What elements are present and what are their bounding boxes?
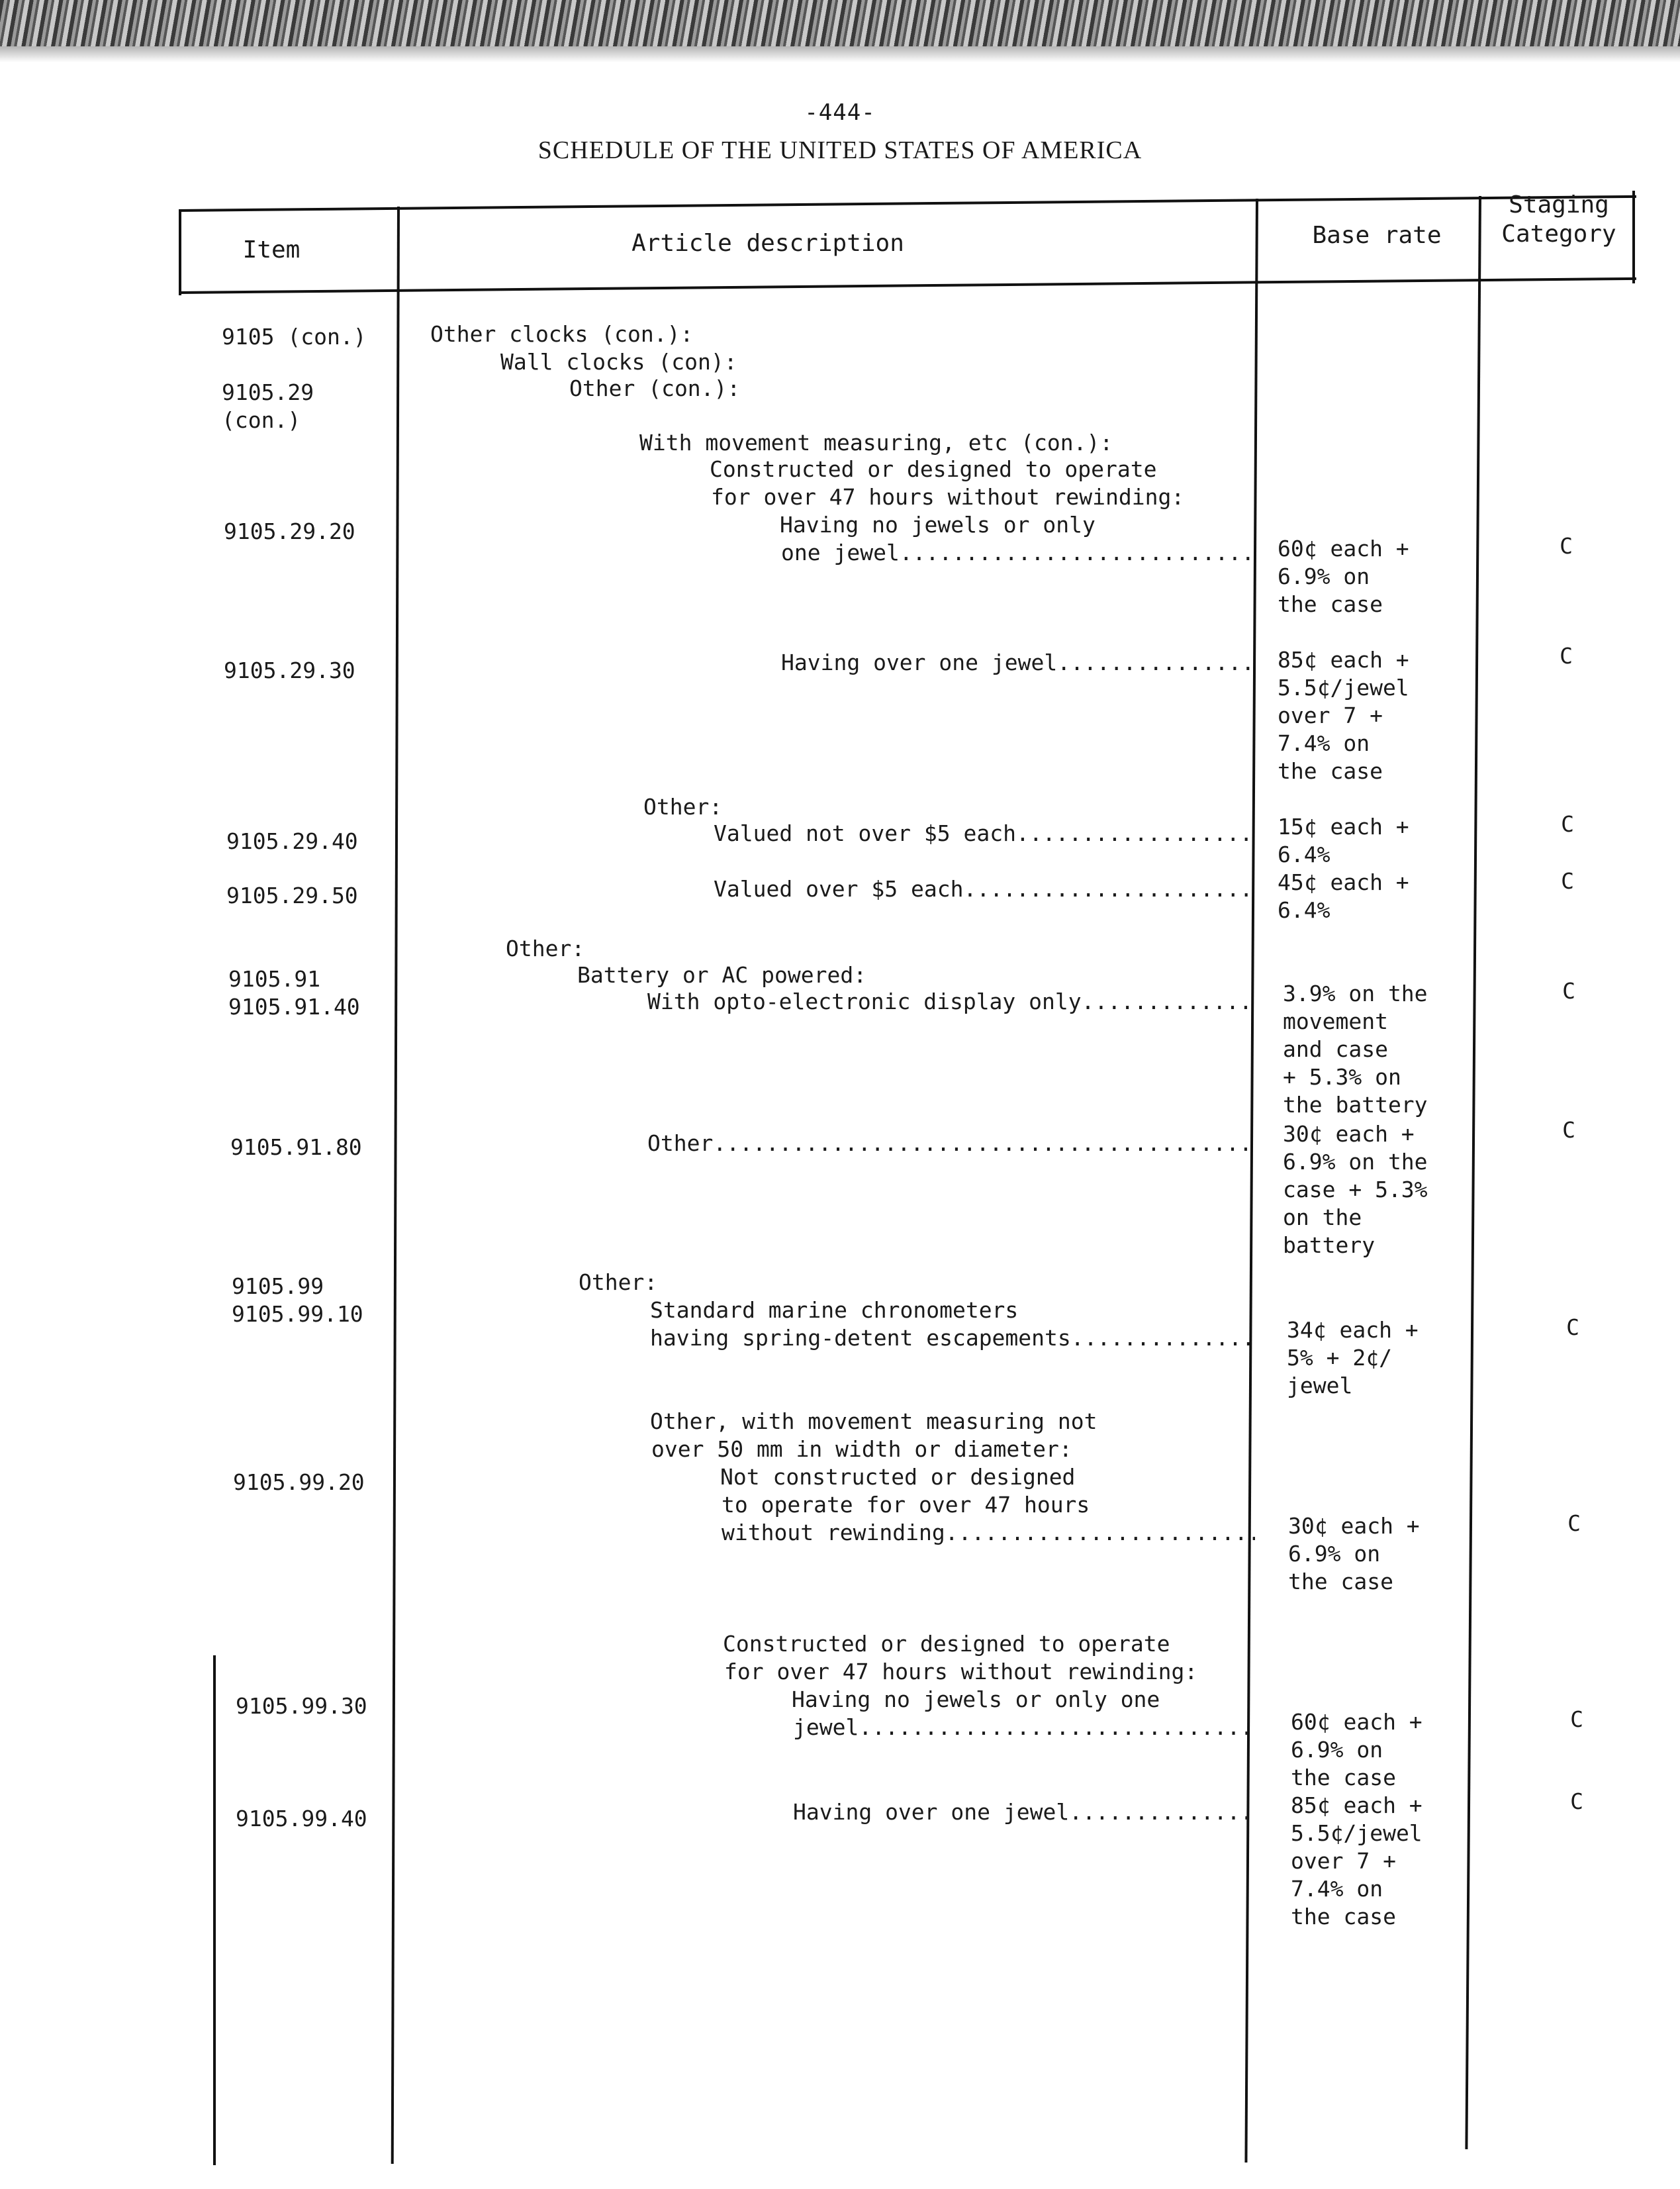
- desc-leader-line: [714, 875, 1252, 903]
- page-number: -444-: [804, 99, 876, 126]
- item-code: 9105.99.20: [233, 1469, 365, 1495]
- base-rate: 85¢ each + 5.5¢/jewel over 7 + 7.4% on the case: [1291, 1792, 1423, 1929]
- item-code: 9105.29 (con.): [222, 379, 314, 433]
- leader-dots: [859, 1714, 1256, 1741]
- header-staging-category: Staging Category: [1501, 191, 1616, 248]
- base-rate: 85¢ each + 5.5¢/jewel over 7 + 7.4% on the case: [1278, 647, 1409, 784]
- desc-line: Other:: [579, 1269, 658, 1295]
- leader-dots: [1082, 988, 1254, 1016]
- base-rate: 15¢ each + 6.4%: [1278, 814, 1409, 867]
- staging-category: C: [1570, 1706, 1583, 1732]
- desc-leader-line: [714, 820, 1252, 848]
- desc-line: Battery or AC powered:: [577, 962, 867, 988]
- base-rate: 45¢ each + 6.4%: [1278, 869, 1409, 923]
- item-code: 9105.99.40: [236, 1806, 367, 1831]
- desc-line: Wall clocks (con):: [500, 349, 737, 375]
- desc-text: one jewel: [781, 540, 900, 565]
- item-code: 9105.99.30: [236, 1693, 367, 1719]
- item-code: 9105.91: [228, 966, 321, 992]
- staging-category: C: [1562, 1117, 1575, 1143]
- desc-line: Other, with movement measuring not: [650, 1408, 1097, 1434]
- col-rule-rate: [1465, 196, 1481, 2149]
- desc-text: Valued not over $5 each: [714, 820, 1016, 846]
- staging-category: C: [1561, 868, 1574, 894]
- desc-line: Having no jewels or only: [780, 512, 1096, 538]
- leader-dots: [1057, 649, 1251, 677]
- desc-text: Other: [647, 1130, 714, 1156]
- staging-category: C: [1560, 643, 1573, 669]
- item-code: 9105.29.40: [226, 828, 358, 854]
- desc-line: to operate for over 47 hours: [722, 1492, 1090, 1518]
- desc-line: Other clocks (con.):: [430, 321, 694, 347]
- desc-line: for over 47 hours without rewinding:: [711, 484, 1185, 510]
- item-code: 9105.99.10: [232, 1301, 363, 1327]
- col-rule-left: [179, 211, 181, 295]
- desc-leader-line: [722, 1519, 1255, 1547]
- desc-line: for over 47 hours without rewinding:: [724, 1659, 1198, 1684]
- desc-text: without rewinding: [722, 1520, 945, 1545]
- base-rate: 34¢ each + 5% + 2¢/ jewel: [1287, 1317, 1419, 1398]
- base-rate: 30¢ each + 6.9% on the case: [1288, 1513, 1420, 1594]
- staging-category: C: [1567, 1510, 1581, 1536]
- desc-leader-line: [647, 988, 1254, 1016]
- desc-line: Having no jewels or only one: [792, 1686, 1160, 1712]
- desc-line: Other:: [506, 936, 585, 961]
- staging-category: C: [1570, 1788, 1583, 1814]
- page-title: SCHEDULE OF THE UNITED STATES OF AMERICA: [537, 136, 1143, 164]
- desc-text: Valued over $5 each: [714, 876, 964, 902]
- leader-dots: [964, 875, 1253, 903]
- desc-line: over 50 mm in width or diameter:: [651, 1436, 1072, 1462]
- base-rate: 60¢ each + 6.9% on the case: [1278, 536, 1409, 617]
- staging-category: C: [1560, 533, 1573, 559]
- desc-leader-line: [781, 539, 1251, 567]
- scan-edge-artifact: [0, 0, 1680, 46]
- staging-category: C: [1561, 811, 1574, 837]
- desc-leader-line: [793, 1798, 1256, 1826]
- desc-line: Other (con.):: [569, 375, 741, 401]
- base-rate: 30¢ each + 6.9% on the case + 5.3% on the battery: [1283, 1121, 1428, 1258]
- leader-dots: [1016, 820, 1252, 848]
- leader-dots: [900, 539, 1251, 567]
- col-rule-desc: [1244, 199, 1258, 2163]
- item-code: 9105.99: [232, 1273, 324, 1299]
- leader-dots: [713, 1130, 1254, 1157]
- desc-leader-line: [781, 649, 1251, 677]
- desc-leader-line: [647, 1130, 1254, 1157]
- desc-leader-line: [650, 1324, 1255, 1352]
- header-item: Item: [242, 236, 301, 264]
- item-code: 9105.91.40: [228, 994, 360, 1020]
- desc-line: Standard marine chronometers: [650, 1297, 1019, 1323]
- base-rate: 60¢ each + 6.9% on the case: [1291, 1709, 1423, 1790]
- desc-line: Constructed or designed to operate: [723, 1631, 1170, 1657]
- desc-text: jewel: [793, 1714, 859, 1740]
- item-code: 9105.91.80: [230, 1134, 362, 1160]
- scan-shadow: [0, 46, 1680, 62]
- base-rate: 3.9% on the movement and case + 5.3% on the battery: [1283, 981, 1428, 1118]
- leader-dots: [1069, 1798, 1256, 1826]
- desc-line: Other:: [643, 794, 723, 820]
- desc-line: With movement measuring, etc (con.):: [639, 430, 1113, 456]
- col-rule-item: [391, 207, 400, 2164]
- item-lower-rule: [213, 1655, 216, 2165]
- item-code: 9105.29.20: [224, 518, 355, 544]
- staging-category: C: [1566, 1314, 1579, 1340]
- desc-line: Constructed or designed to operate: [710, 456, 1157, 482]
- leader-dots: [945, 1519, 1255, 1547]
- item-code: 9105 (con.): [222, 324, 367, 350]
- item-code: 9105.29.30: [224, 657, 355, 683]
- desc-line: Not constructed or designed: [720, 1464, 1076, 1490]
- item-code: 9105.29.50: [226, 883, 358, 908]
- desc-leader-line: [793, 1714, 1256, 1741]
- desc-text: With opto-electronic display only: [647, 989, 1082, 1014]
- header-base-rate: Base rate: [1312, 222, 1442, 249]
- leader-dots: [1071, 1324, 1255, 1352]
- staging-category: C: [1562, 978, 1575, 1004]
- desc-text: Having over one jewel: [781, 650, 1058, 675]
- desc-text: having spring-detent escapements: [650, 1325, 1071, 1351]
- desc-text: Having over one jewel: [793, 1799, 1070, 1825]
- header-description: Article description: [631, 230, 904, 257]
